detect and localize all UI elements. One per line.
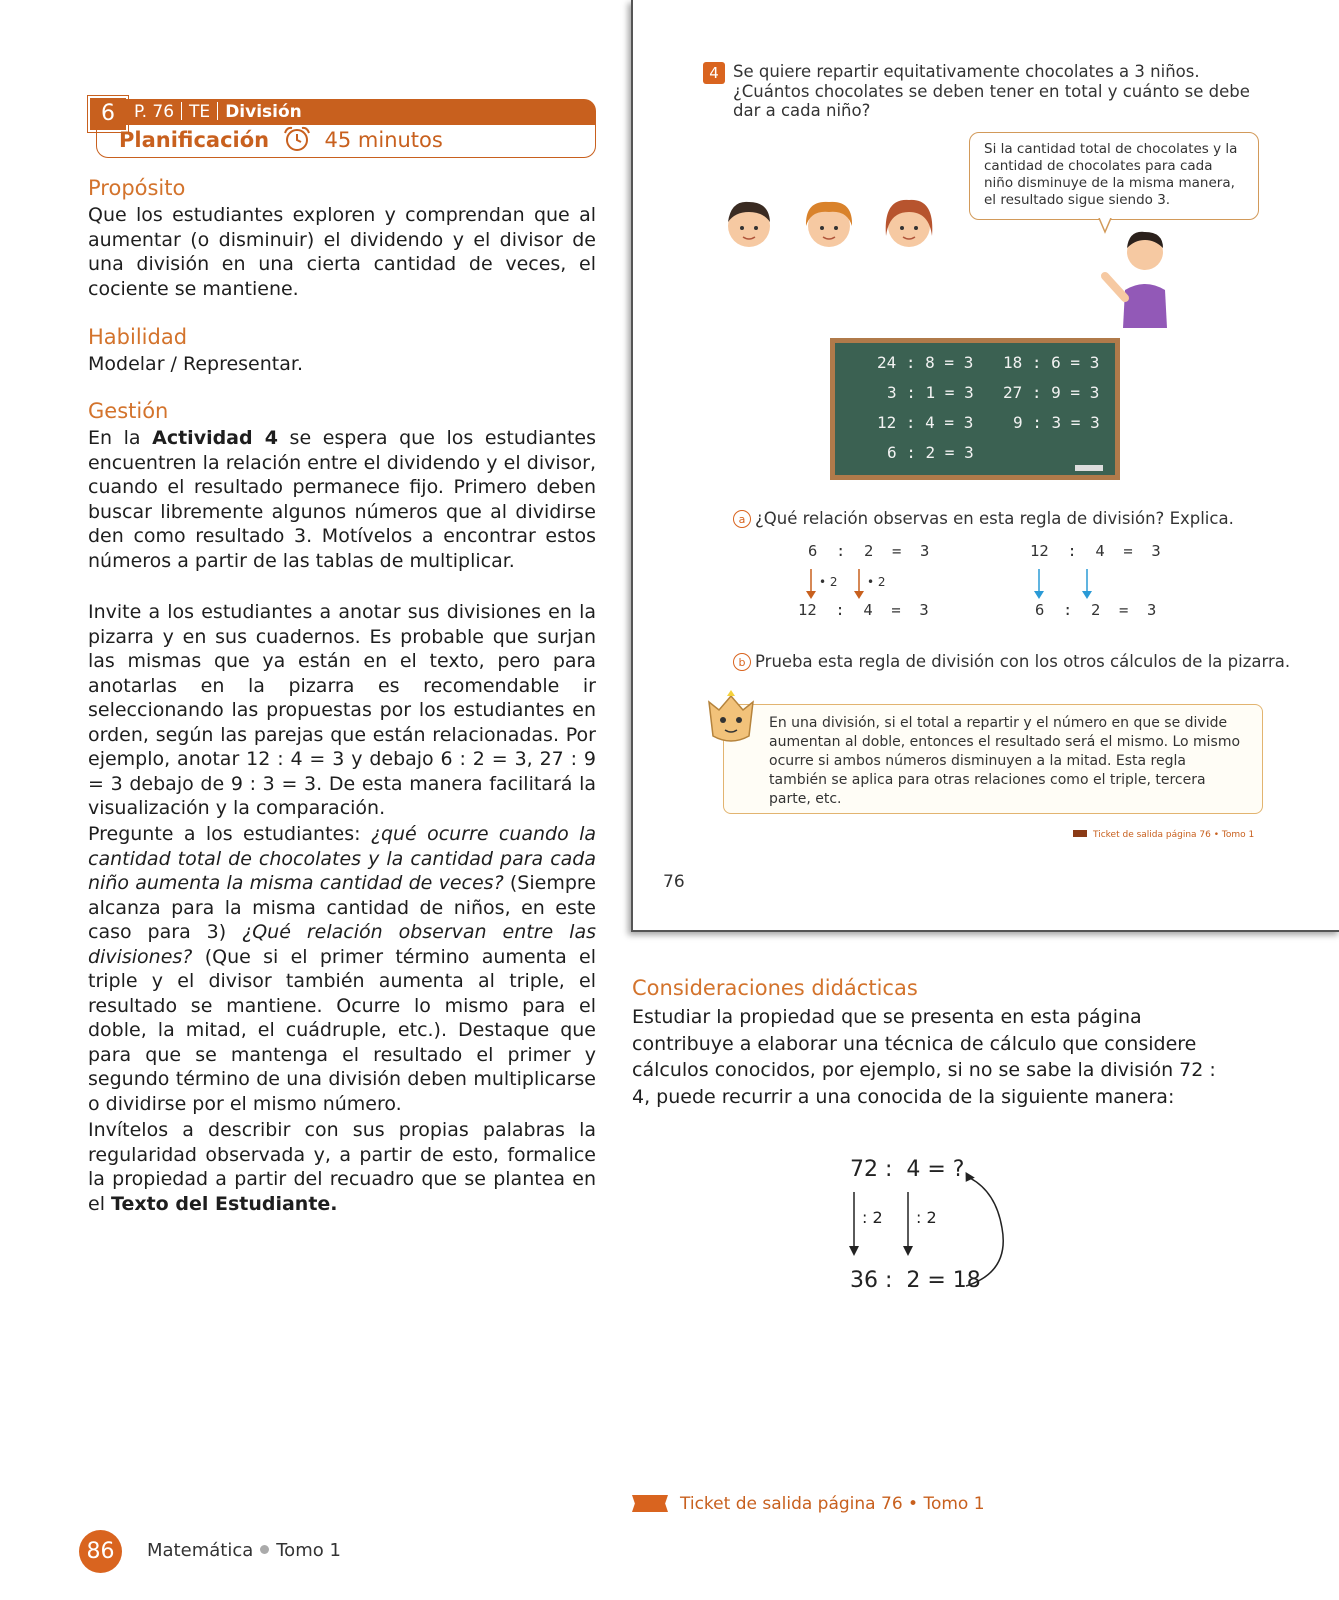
consideraciones-title: Consideraciones didácticas: [632, 976, 918, 1000]
gestion-paragraph-3: Pregunte a los estudiantes: ¿qué ocurre cuando la cantidad total de chocolates y la cantidad para cada niño aumenta la misma cantidad de veces? (Siempre alcanza para la misma cantidad de niños, en este caso para 3) ¿Qué relación observan entre las divisiones? (Que si el primer término aumenta el triple y el divisor también aumenta al triple, el resultado se mantiene. Ocurre lo mismo para el doble, la mitad, el cuádruple, etc.). Destaque que para que se mantenga el resultado el primer y segundo término de una división deben multiplicarse o dividirse por el mismo número.: [88, 823, 596, 1115]
book-ticket: Ticket de salida página 76 • Tomo 1: [1073, 830, 1254, 840]
chalkboard: [830, 338, 1120, 480]
consideraciones-text: Estudiar la propiedad que se presenta en esta página contribuye a elaborar una técnica de cálculo que considere cálculos conocidos, por ejemplo, si no se sabe la división 72 : 4, puede recurrir a una conocida de la siguiente manera:: [632, 1006, 1216, 1108]
diagram-op-right: : 2: [916, 1208, 937, 1227]
planning-label: Planificación: [119, 128, 270, 152]
example-1-op: • 2: [819, 575, 838, 589]
page-ref: P. 76: [134, 102, 175, 122]
diagram-top: 72 : 4 = ?: [850, 1157, 965, 1182]
rule-box: En una división, si el total a repartir y el número en que se divide aumentan al doble, entonces el resultado será el mismo. Lo mismo ocurre si ambos números disminuyen a la mitad. Esta regla también se aplica para otras relaciones como el triple, tercera parte, etc.: [723, 704, 1263, 814]
board-eq: 12 : 4 = 3: [877, 413, 974, 432]
example-2-bottom: 6 : 2 = 3: [1035, 601, 1157, 619]
mascot-icon: [701, 688, 761, 746]
alarm-clock-icon: [282, 125, 312, 153]
board-eq: 9 : 3 = 3: [1013, 413, 1100, 432]
planning-duration: 45 minutos: [324, 128, 443, 152]
gestion-title: Gestión: [88, 399, 169, 423]
footer-subject: Matemática Tomo 1: [147, 1540, 341, 1561]
proposito-title: Propósito: [88, 176, 186, 200]
question-a: a ¿Qué relación observas en esta regla de división? Explica.: [733, 509, 1234, 528]
diagram-bottom: 36 : 2 = 18: [850, 1268, 981, 1293]
ticket-icon: [632, 1495, 668, 1512]
ticket-link[interactable]: Ticket de salida página 76 • Tomo 1: [632, 1494, 985, 1514]
gestion-paragraph-1: En la Actividad 4 se espera que los estudiantes encuentren la relación entre el dividendo y el divisor, cuando el resultado permanece fijo. Primero deben buscar libremente algunos números que al dividirse den como resultado 3. Motívelos a encontrar estos números a partir de las tablas de multiplicar.: [88, 427, 596, 572]
teacher-illustration: [1093, 218, 1193, 328]
lesson-bar: [126, 99, 596, 125]
activity-question: Se quiere repartir equitativamente chocolates a 3 niños. ¿Cuántos chocolates se deben tener en total y cuánto se debe dar a cada niño?: [733, 62, 1250, 120]
board-eq: 18 : 6 = 3: [1003, 353, 1100, 372]
planning-row: [96, 125, 596, 158]
speech-bubble: Si la cantidad total de chocolates y la cantidad de chocolates para cada niño disminuye de la misma manera, el resultado sigue siendo 3.: [969, 132, 1259, 220]
student-book-page: [631, 0, 1339, 932]
example-2-top: 12 : 4 = 3: [1030, 542, 1161, 560]
proposito-text: Que los estudiantes exploren y comprendan que al aumentar (o disminuir) el dividendo y el divisor de una división en una cierta cantidad de veces, el cociente se mantiene.: [88, 204, 596, 300]
example-1-bottom: 12 : 4 = 3: [798, 601, 929, 619]
activity-number: 4: [703, 62, 725, 84]
board-eq: 6 : 2 = 3: [887, 443, 974, 462]
gestion-paragraph-4: Invítelos a describir con sus propias palabras la regularidad observada y, a partir de esto, formalice la propiedad a partir del recuadro que se plantea en el Texto del Estudiante.: [88, 1119, 596, 1215]
habilidad-title: Habilidad: [88, 325, 188, 349]
question-b: b Prueba esta regla de división con los otros cálculos de la pizarra.: [733, 652, 1290, 671]
board-eq: 3 : 1 = 3: [887, 383, 974, 402]
chalk-eraser: [1075, 465, 1103, 471]
book-page-number: 76: [663, 872, 685, 892]
example-1-top: 6 : 2 = 3: [808, 542, 930, 560]
page-number: 86: [79, 1530, 122, 1573]
board-eq: 24 : 8 = 3: [877, 353, 974, 372]
lesson-number: 6: [88, 96, 128, 132]
gestion-paragraph-2: Invite a los estudiantes a anotar sus divisiones en la pizarra y en sus cuadernos. Es probable que surjan las mismas que ya están en el texto, pero para anotarlas en la pizarra es recomendable ir seleccionando las propuestas por los estudiantes en orden, según las parejas que están relacionadas. Por ejemplo, anotar 12 : 4 = 3 y debajo 6 : 2 = 3, 27 : 9 = 3 debajo de 9 : 3 = 3. De esta manera facilitará la visualización y la comparación.: [88, 601, 596, 819]
board-eq: 27 : 9 = 3: [1003, 383, 1100, 402]
lesson-topic: División: [225, 102, 302, 122]
lesson-header: [88, 96, 596, 160]
example-1-op: • 2: [867, 575, 886, 589]
example-2-arrows: [1025, 567, 1105, 601]
te-label: TE: [189, 102, 211, 122]
children-illustration: [723, 192, 943, 256]
habilidad-text: Modelar / Representar.: [88, 353, 303, 375]
diagram-op-left: : 2: [862, 1208, 883, 1227]
